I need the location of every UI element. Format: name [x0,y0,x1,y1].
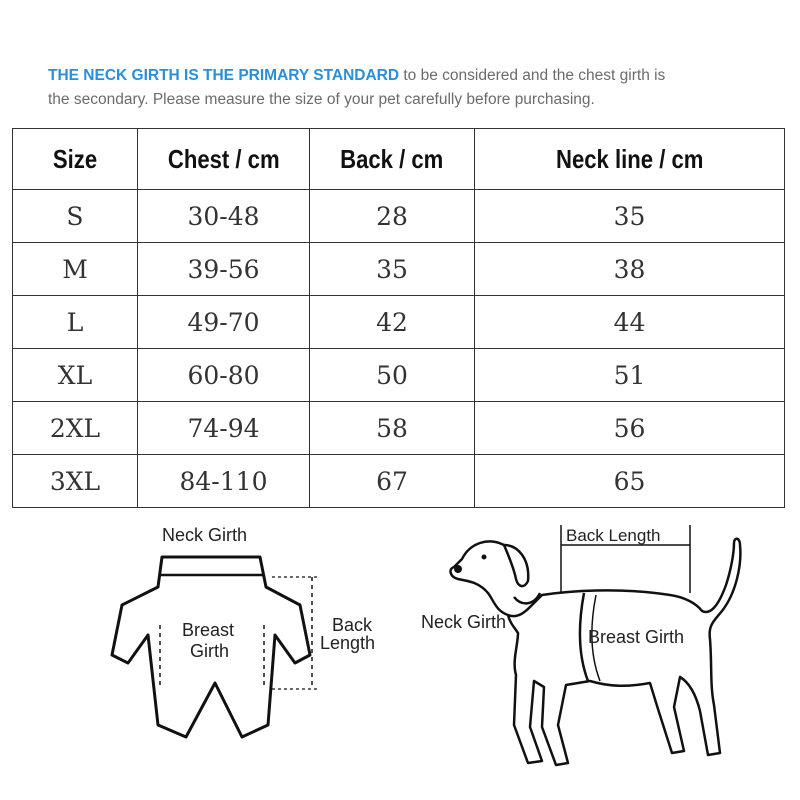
cell-size: S [13,190,138,243]
cell-neck: 56 [475,402,785,455]
header-chest: Chest / cm [138,129,310,190]
cell-back: 58 [310,402,475,455]
table-header-row [13,129,785,190]
cell-neck: 38 [475,243,785,296]
dog-breast-girth-label: Breast Girth [588,627,685,647]
size-chart-table [12,128,785,508]
cell-chest: 60-80 [138,349,310,402]
cell-back: 67 [310,455,475,508]
garment-back-label-2: Length [320,633,376,653]
garment-breast-label-1: Breast [182,620,235,640]
header-size: Size [13,129,138,190]
cell-size: L [13,296,138,349]
intro-text [48,64,788,112]
cell-back: 50 [310,349,475,402]
garment-diagram [100,515,400,760]
cell-chest: 49-70 [138,296,310,349]
dog-diagram [418,515,758,785]
garment-back-label-1: Back [332,615,373,635]
header-back: Back / cm [310,129,475,190]
cell-neck: 35 [475,190,785,243]
dog-neck-girth-label: Neck Girth [421,612,507,632]
table-row [13,455,785,508]
header-neck-line: Neck line / cm [475,129,785,190]
cell-back: 35 [310,243,475,296]
table-row [13,296,785,349]
cell-chest: 39-56 [138,243,310,296]
garment-neck-girth-label: Neck Girth [162,525,248,545]
cell-size: M [13,243,138,296]
cell-size: 2XL [13,402,138,455]
table-row [13,349,785,402]
table-row [13,402,785,455]
cell-neck: 65 [475,455,785,508]
dog-outline [451,539,741,765]
cell-chest: 30-48 [138,190,310,243]
table-row [13,190,785,243]
cell-neck: 51 [475,349,785,402]
cell-size: XL [13,349,138,402]
table-row [13,243,785,296]
cell-neck: 44 [475,296,785,349]
cell-chest: 84-110 [138,455,310,508]
intro-line1-rest: to be considered and the chest girth is [399,67,666,84]
intro-line2: the secondary. Please measure the size of your pet carefully before purchasing. [48,91,595,108]
primary-standard-highlight: THE NECK GIRTH IS THE PRIMARY STANDARD [48,67,400,84]
cell-back: 42 [310,296,475,349]
cell-back: 28 [310,190,475,243]
cell-chest: 74-94 [138,402,310,455]
garment-breast-label-2: Girth [190,641,230,661]
cell-size: 3XL [13,455,138,508]
dog-back-length-label: Back Length [566,526,661,545]
